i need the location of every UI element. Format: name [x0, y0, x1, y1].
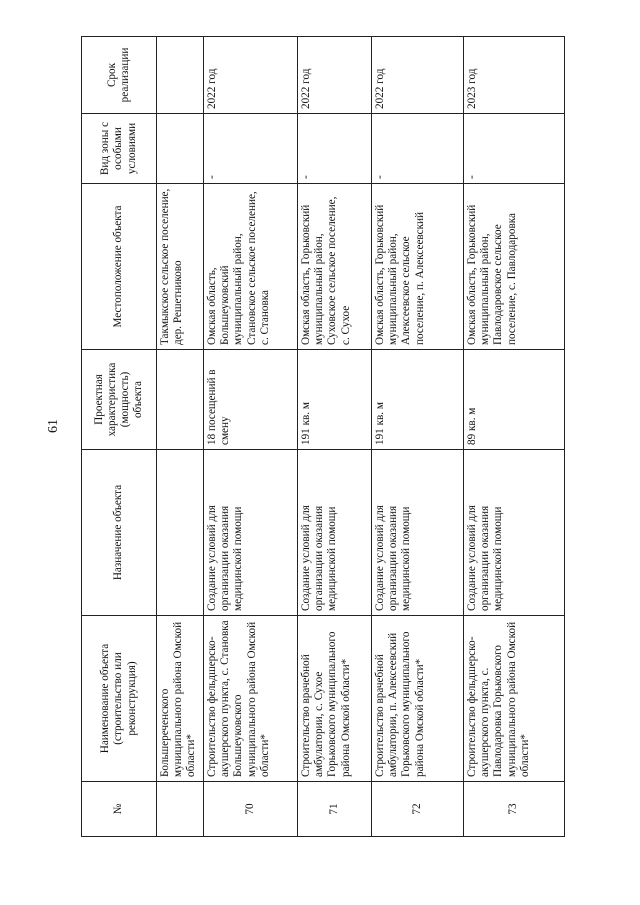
- row-name: Строительство фельдшерско-акушерского пункта, с. Павлодаровка Горьковского муниципального района Омской области*: [464, 616, 565, 782]
- row-term: [157, 37, 204, 114]
- rotated-table-scene: [81, 37, 531, 837]
- rotated-table-container: [81, 37, 531, 837]
- row-name: Строительство фельдшерско-акушерского пункта, с. Становка Большеуковского муниципального района Омской области*: [204, 616, 298, 782]
- row-capacity: 191 кв. м: [372, 350, 464, 450]
- row-zone: -: [372, 114, 464, 184]
- row-location: Омская область, Горьковский муниципальный район, Суховское сельское поселение, с. Сухое: [298, 184, 372, 350]
- header-term: Срок реализации: [82, 37, 157, 114]
- row-zone: [157, 114, 204, 184]
- header-purpose: Назначение объекта: [82, 450, 157, 616]
- row-name: Строительство врачебной амбулатории, с. Сухое Горьковского муниципального района Омской области*: [298, 616, 372, 782]
- row-zone: -: [204, 114, 298, 184]
- row-num: 71: [298, 782, 372, 837]
- objects-table: [81, 36, 565, 837]
- row-location: Такмыкское сельское поселение, дер. Решетниково: [157, 184, 204, 350]
- row-location: Омская область, Горьковский муниципальный район, Алексеевское сельское поселение, п. Алексеевский: [372, 184, 464, 350]
- header-zone: Вид зоны с особыми условиями: [82, 114, 157, 184]
- header-capacity: Проектная характеристика (мощность) объекта: [82, 350, 157, 450]
- row-location: Омская область, Горьковский муниципальный район, Павлодаровское сельское поселение, с. Павлодаровка: [464, 184, 565, 350]
- row-num: 70: [204, 782, 298, 837]
- header-name: Наименование объекта (строительство или реконструкция): [82, 616, 157, 782]
- row-capacity: [157, 350, 204, 450]
- page-number: 61: [46, 419, 61, 433]
- table-row: [298, 37, 372, 837]
- row-capacity: 191 кв. м: [298, 350, 372, 450]
- row-term: 2022 год: [204, 37, 298, 114]
- row-zone: -: [298, 114, 372, 184]
- header-location: Местоположение объекта: [82, 184, 157, 350]
- row-purpose: Создание условий для организации оказания медицинской помощи: [464, 450, 565, 616]
- row-purpose: Создание условий для организации оказания медицинской помощи: [372, 450, 464, 616]
- row-term: 2022 год: [372, 37, 464, 114]
- row-capacity: 18 посещений в смену: [204, 350, 298, 450]
- row-zone: -: [464, 114, 565, 184]
- table-header-row: [82, 37, 157, 837]
- row-num: [157, 782, 204, 837]
- row-location: Омская область, Большеуковский муниципальный район, Становское сельское поселение, с. Становка: [204, 184, 298, 350]
- table-row: [157, 37, 204, 837]
- row-purpose: [157, 450, 204, 616]
- table-row: [204, 37, 298, 837]
- row-purpose: Создание условий для организации оказания медицинской помощи: [204, 450, 298, 616]
- header-num: №: [82, 782, 157, 837]
- row-term: 2022 год: [298, 37, 372, 114]
- table-row: [372, 37, 464, 837]
- row-capacity: 89 кв. м: [464, 350, 565, 450]
- row-purpose: Создание условий для организации оказания медицинской помощи: [298, 450, 372, 616]
- table-row: [464, 37, 565, 837]
- row-name: Большереченского муниципального района Омской области*: [157, 616, 204, 782]
- row-name: Строительство врачебной амбулатории, п. Алексеевский Горьковского муниципального района Омской области*: [372, 616, 464, 782]
- row-num: 73: [464, 782, 565, 837]
- row-num: 72: [372, 782, 464, 837]
- row-term: 2023 год: [464, 37, 565, 114]
